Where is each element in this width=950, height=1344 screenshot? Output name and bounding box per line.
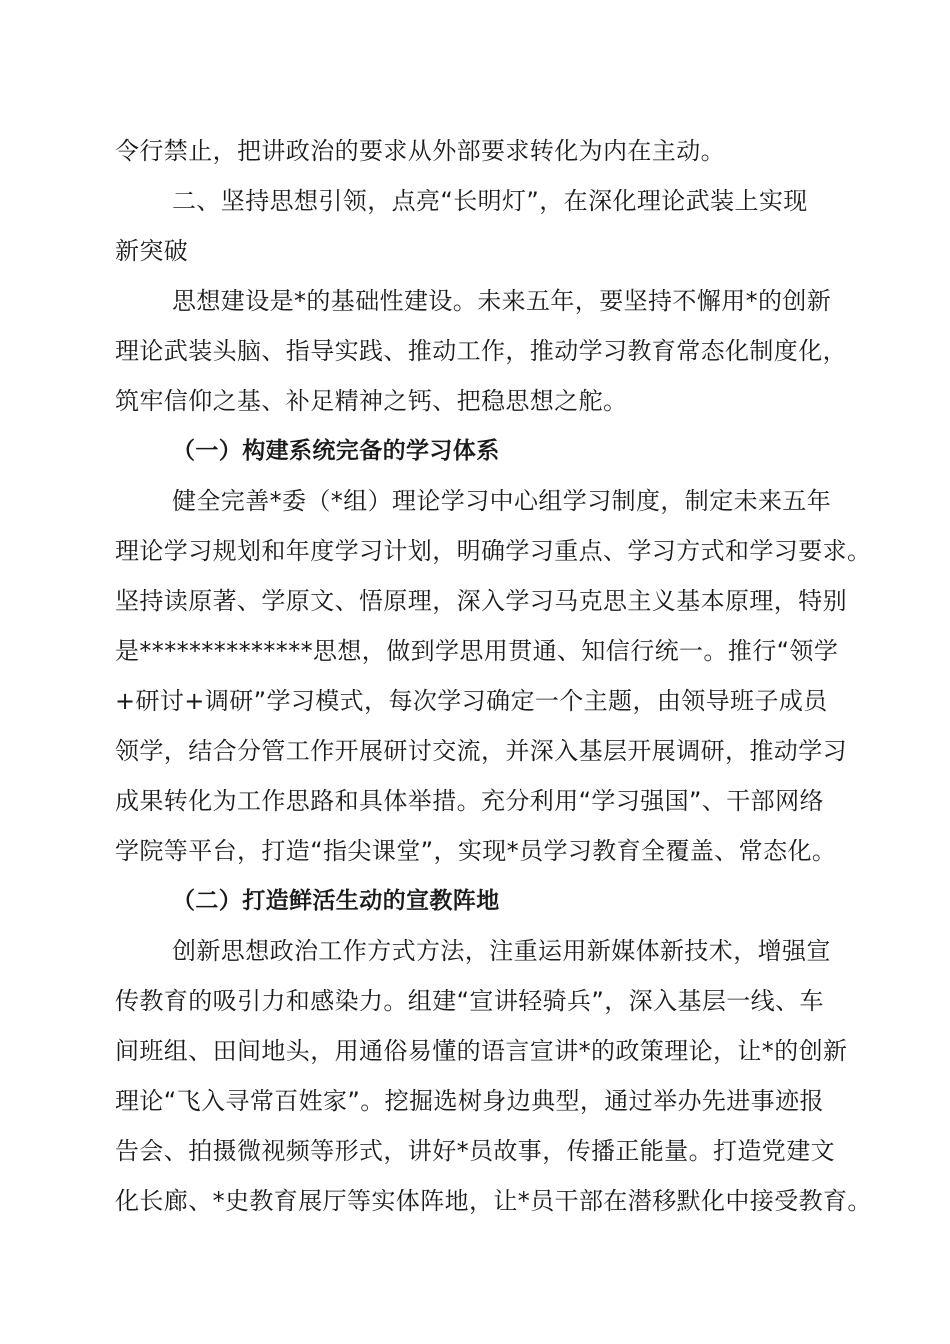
body-text-line: 传教育的吸引力和感染力。组建“宣讲轻骑兵”，深入基层一线、车 (115, 987, 824, 1015)
body-text-line: 告会、拍摄微视频等形式，讲好*员故事，传播正能量。打造党建文 (115, 1137, 835, 1165)
body-text-line: 理论武装头脑、指导实践、推动工作，推动学习教育常态化制度化， (115, 337, 847, 365)
body-text-line: 筑牢信仰之基、补足精神之钙、把稳思想之舵。 (115, 387, 628, 415)
body-text-line: 理论学习规划和年度学习计划，明确学习重点、学习方式和学习要求。 (115, 537, 872, 565)
body-text-line: 成果转化为工作思路和具体举措。充分利用“学习强国”、干部网络 (115, 787, 824, 815)
body-text-line: 领学，结合分管工作开展研讨交流，并深入基层开展调研，推动学习 (115, 737, 847, 765)
body-text-line: 理论“飞入寻常百姓家”。挖掘选树身边典型，通过举办先进事迹报 (115, 1087, 824, 1115)
body-text-line: 化长廊、*史教育展厅等实体阵地，让*员干部在潜移默化中接受教育。 (115, 1187, 872, 1215)
body-text-line: 学院等平台，打造“指尖课堂”，实现*员学习教育全覆盖、常态化。 (115, 837, 837, 865)
section-title-line: 二、坚持思想引领，点亮“长明灯”，在深化理论武装上实现 (172, 187, 808, 215)
section-title-line: 新突破 (115, 237, 189, 265)
paragraph-first-line: 健全完善*委（*组）理论学习中心组学习制度，制定未来五年 (172, 487, 832, 515)
body-text-line: 令行禁止，把讲政治的要求从外部要求转化为内在主动。 (115, 137, 725, 165)
body-text-line: +研讨+调研”学习模式，每次学习确定一个主题，由领导班子成员 (115, 687, 828, 715)
subsection-heading: （二）打造鲜活生动的宣教阵地 (172, 888, 500, 914)
body-text-line: 是**************思想，做到学思用贯通、知信行统一。推行“领学 (115, 637, 839, 665)
body-text-line: 坚持读原著、学原文、悟原理，深入学习马克思主义基本原理，特别 (115, 587, 847, 615)
body-text-line: 间班组、田间地头，用通俗易懂的语言宣讲*的政策理论，让*的创新 (115, 1037, 848, 1065)
paragraph-first-line: 思想建设是*的基础性建设。未来五年，要坚持不懈用*的创新 (172, 287, 832, 315)
subsection-heading: （一）构建系统完备的学习体系 (172, 438, 500, 464)
paragraph-first-line: 创新思想政治工作方式方法，注重运用新媒体新技术，增强宣 (172, 937, 831, 965)
